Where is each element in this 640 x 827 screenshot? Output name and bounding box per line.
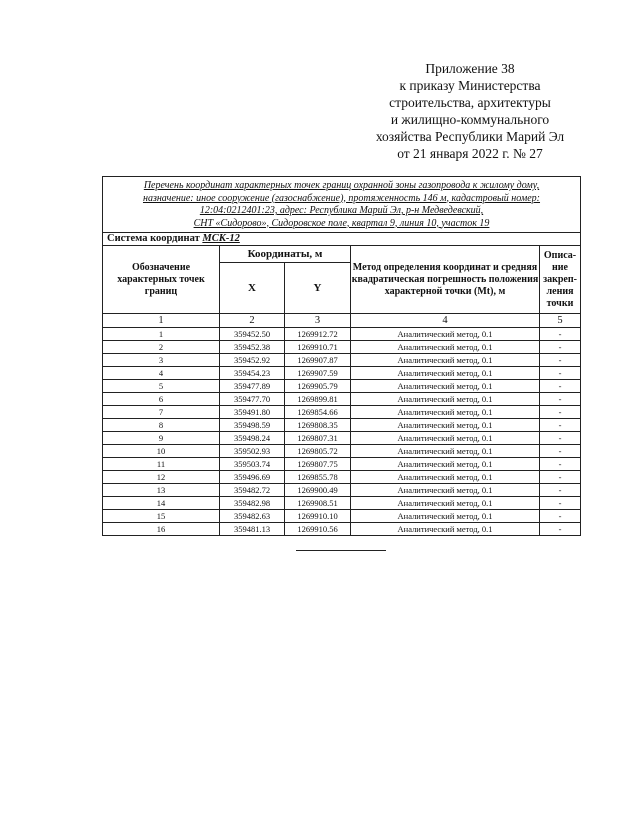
point-number: 11 [103,458,220,471]
caption-line: 12:04:0212401:23, адрес: Республика Марий Эл, р-н Медведевский, [199,205,484,216]
description-cell: - [540,393,581,406]
table-row [103,471,581,484]
y-coordinate: 1269912.72 [285,328,351,341]
description-cell: - [540,354,581,367]
x-coordinate: 359482.63 [220,510,285,523]
description-cell: - [540,458,581,471]
point-number: 2 [103,341,220,354]
heading-line: от 21 января 2022 г. № 27 [397,146,543,161]
description-cell: - [540,406,581,419]
y-coordinate: 1269855.78 [285,471,351,484]
method-cell: Аналитический метод, 0.1 [351,523,540,536]
point-number: 16 [103,523,220,536]
y-coordinate: 1269907.59 [285,367,351,380]
point-number: 15 [103,510,220,523]
header-coords: Координаты, м [220,246,351,263]
document-heading [360,60,580,162]
y-coordinate: 1269808.35 [285,419,351,432]
column-number: 2 [220,314,285,328]
y-coordinate: 1269900.49 [285,484,351,497]
point-number: 7 [103,406,220,419]
table-row [103,497,581,510]
method-cell: Аналитический метод, 0.1 [351,419,540,432]
method-cell: Аналитический метод, 0.1 [351,380,540,393]
heading-line: хозяйства Республики Марий Эл [375,129,565,144]
y-coordinate: 1269910.71 [285,341,351,354]
caption-line: Перечень координат характерных точек границ охранной зоны газопровода к жилому дому, [143,180,540,191]
table-row [103,419,581,432]
point-number: 8 [103,419,220,432]
y-coordinate: 1269807.75 [285,458,351,471]
column-number: 1 [103,314,220,328]
table-row [103,458,581,471]
table-row [103,367,581,380]
column-number: 3 [285,314,351,328]
header-row [103,246,581,263]
point-number: 13 [103,484,220,497]
point-number: 14 [103,497,220,510]
x-coordinate: 359498.24 [220,432,285,445]
x-coordinate: 359502.93 [220,445,285,458]
method-cell: Аналитический метод, 0.1 [351,497,540,510]
x-coordinate: 359452.50 [220,328,285,341]
column-number: 4 [351,314,540,328]
x-coordinate: 359452.38 [220,341,285,354]
heading-line: к приказу Министерства [399,78,541,93]
x-coordinate: 359503.74 [220,458,285,471]
description-cell: - [540,419,581,432]
system-code: МСК-12 [202,233,240,244]
system-label: Система координат [107,233,200,244]
description-cell: - [540,328,581,341]
point-number: 9 [103,432,220,445]
table-body [103,328,581,536]
table-row [103,328,581,341]
caption-line: назначение: иное сооружение (газоснабжение), протяженность 146 м, кадастровый номер: [142,192,541,204]
table-caption [103,177,581,233]
heading-line: и жилищно-коммунального [390,112,550,127]
table-row [103,432,581,445]
y-coordinate: 1269910.56 [285,523,351,536]
header-x: X [220,263,285,314]
method-cell: Аналитический метод, 0.1 [351,328,540,341]
point-number: 5 [103,380,220,393]
y-coordinate: 1269907.87 [285,354,351,367]
description-cell: - [540,445,581,458]
method-cell: Аналитический метод, 0.1 [351,458,540,471]
x-coordinate: 359477.70 [220,393,285,406]
system-row [103,233,581,246]
y-coordinate: 1269807.31 [285,432,351,445]
description-cell: - [540,380,581,393]
table-row [103,510,581,523]
coordinate-system [103,233,581,246]
description-cell: - [540,497,581,510]
table-row [103,445,581,458]
method-cell: Аналитический метод, 0.1 [351,432,540,445]
x-coordinate: 359498.59 [220,419,285,432]
table-row [103,393,581,406]
method-cell: Аналитический метод, 0.1 [351,510,540,523]
point-number: 3 [103,354,220,367]
table-row [103,406,581,419]
x-coordinate: 359454.23 [220,367,285,380]
header-y: Y [285,263,351,314]
x-coordinate: 359496.69 [220,471,285,484]
y-coordinate: 1269908.51 [285,497,351,510]
method-cell: Аналитический метод, 0.1 [351,354,540,367]
x-coordinate: 359482.72 [220,484,285,497]
column-number-row [103,314,581,328]
y-coordinate: 1269899.81 [285,393,351,406]
description-cell: - [540,341,581,354]
point-number: 10 [103,445,220,458]
method-cell: Аналитический метод, 0.1 [351,367,540,380]
method-cell: Аналитический метод, 0.1 [351,393,540,406]
header-points: Обозначение характерных точек границ [103,246,220,314]
method-cell: Аналитический метод, 0.1 [351,406,540,419]
point-number: 4 [103,367,220,380]
y-coordinate: 1269910.10 [285,510,351,523]
signoff-line [296,550,386,551]
table-row [103,523,581,536]
method-cell: Аналитический метод, 0.1 [351,341,540,354]
x-coordinate: 359482.98 [220,497,285,510]
x-coordinate: 359477.89 [220,380,285,393]
table-row [103,341,581,354]
header-method: Метод определения координат и средняя квадратическая погрешность положения характерной точки (Mt), м [351,246,540,314]
x-coordinate: 359491.80 [220,406,285,419]
point-number: 12 [103,471,220,484]
description-cell: - [540,471,581,484]
x-coordinate: 359452.92 [220,354,285,367]
table-row [103,484,581,497]
table-row [103,354,581,367]
coordinates-table [102,176,581,536]
y-coordinate: 1269905.79 [285,380,351,393]
table-row [103,380,581,393]
x-coordinate: 359481.13 [220,523,285,536]
method-cell: Аналитический метод, 0.1 [351,445,540,458]
y-coordinate: 1269805.72 [285,445,351,458]
point-number: 6 [103,393,220,406]
method-cell: Аналитический метод, 0.1 [351,484,540,497]
point-number: 1 [103,328,220,341]
description-cell: - [540,484,581,497]
column-number: 5 [540,314,581,328]
caption-line: СНТ «Сидорово», Сидоровское поле, квартал 9, линия 10, участок 19 [193,217,490,229]
heading-line: Приложение 38 [425,61,515,76]
description-cell: - [540,523,581,536]
header-description: Описа-ние закреп-ления точки [540,246,581,314]
description-cell: - [540,432,581,445]
description-cell: - [540,510,581,523]
heading-line: строительства, архитектуры [389,95,551,110]
method-cell: Аналитический метод, 0.1 [351,471,540,484]
y-coordinate: 1269854.66 [285,406,351,419]
caption-row [103,177,581,233]
description-cell: - [540,367,581,380]
